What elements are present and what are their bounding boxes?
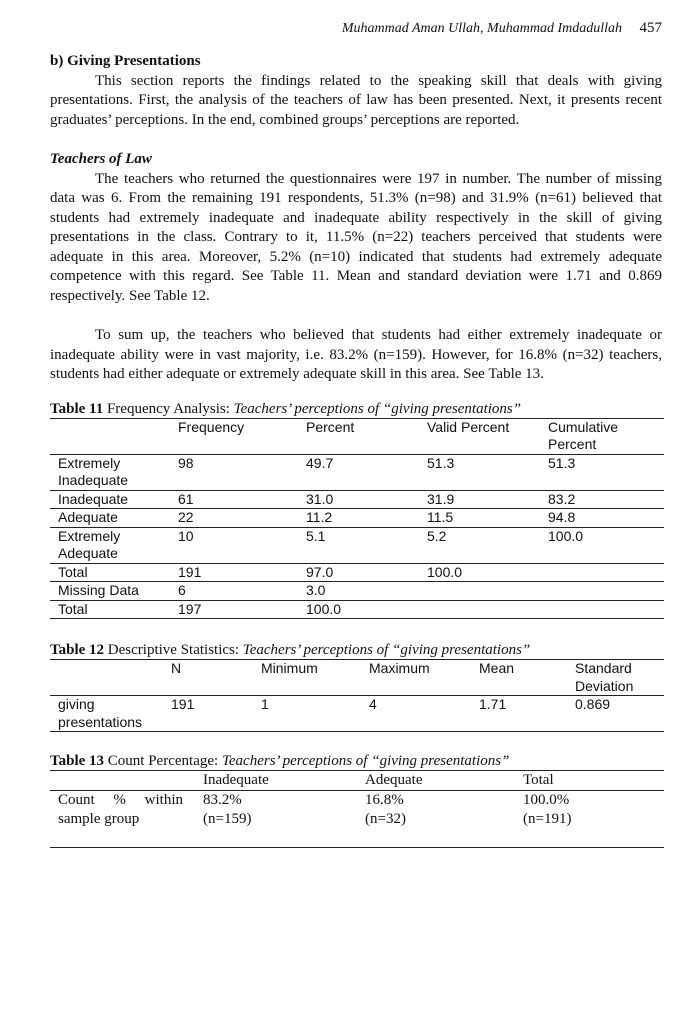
table-12-caption-text: Descriptive Statistics: <box>104 642 243 658</box>
table-12-header-cell: Maximum <box>369 660 430 676</box>
table-cell: Total <box>58 600 88 617</box>
table-13-header-cell: Adequate <box>365 772 423 788</box>
table-cell <box>357 791 515 848</box>
table-cell: 98 <box>178 454 194 471</box>
table-cell: Inadequate <box>58 490 129 507</box>
table-12-header-row <box>50 660 664 696</box>
table-11-header-cell <box>50 418 170 454</box>
table-cell: 31.0 <box>306 490 334 507</box>
table-11-header-row <box>50 418 664 454</box>
table-cell: Count % within sample group <box>58 792 183 827</box>
table-cell: 83.2 <box>548 490 576 507</box>
table-cell: 197 <box>178 600 202 617</box>
table-cell: 11.5 <box>427 509 454 525</box>
table-cell: 97.0 <box>306 563 334 580</box>
table-cell: Extremely Adequate <box>58 527 121 561</box>
table-cell <box>195 791 357 848</box>
table-13-caption-text: Count Percentage: <box>104 753 222 769</box>
table-cell: Missing Data <box>58 582 139 598</box>
table-row <box>50 582 664 601</box>
table-row <box>50 527 664 563</box>
table-13-header-cell: Total <box>523 772 554 788</box>
table-cell-count: (n=191) <box>523 811 572 827</box>
table-13-header-cell: Inadequate <box>203 772 269 788</box>
table-cell-count: (n=159) <box>203 811 252 827</box>
table-12-header-cell: Standard Deviation <box>575 660 634 694</box>
table-cell <box>540 600 664 619</box>
table-13-caption <box>50 752 662 770</box>
running-header-authors: Muhammad Aman Ullah, Muhammad Imdadullah <box>341 21 622 36</box>
table-cell: 11.2 <box>306 509 333 525</box>
table-cell: Total <box>58 563 88 580</box>
table-cell <box>515 791 664 848</box>
table-cell: 6 <box>178 582 186 598</box>
table-cell: 1.71 <box>479 696 507 712</box>
table-cell-value: 83.2% <box>203 792 242 808</box>
table-cell: Extremely Inadequate <box>58 454 129 488</box>
page-number: 457 <box>639 20 662 36</box>
table-cell-value: 16.8% <box>365 792 404 808</box>
table-cell <box>540 563 664 582</box>
table-cell: 191 <box>178 563 202 580</box>
table-cell: 51.3 <box>427 454 455 471</box>
table-cell: 5.1 <box>306 527 326 544</box>
table-cell <box>540 582 664 601</box>
table-cell: 49.7 <box>306 454 334 471</box>
table-cell <box>419 582 540 601</box>
table-cell: 51.3 <box>548 454 576 471</box>
table-11-caption-italic: Teachers’ perceptions of “giving presentations” <box>233 400 522 417</box>
table-row <box>50 490 664 509</box>
table-row <box>50 600 664 619</box>
table-row <box>50 454 664 490</box>
table-cell: 31.9 <box>427 490 455 507</box>
table-cell-count: (n=32) <box>365 811 406 827</box>
table-11-caption <box>50 400 662 418</box>
section-heading: b) Giving Presentations <box>50 53 201 69</box>
table-cell: 191 <box>171 696 195 712</box>
table-12 <box>50 659 664 732</box>
table-12-label: Table 12 <box>50 642 105 658</box>
table-cell: 61 <box>178 490 194 507</box>
table-cell-value: 100.0% <box>523 792 570 808</box>
table-cell: 10 <box>178 527 194 544</box>
table-cell: 100.0 <box>427 563 463 580</box>
table-cell <box>419 600 540 619</box>
table-11-header-cell: Percent <box>306 418 355 435</box>
table-11-header-cell: Frequency <box>178 418 245 435</box>
table-12-header-cell: N <box>171 660 182 676</box>
table-13-label: Table 13 <box>50 753 105 769</box>
table-12-header-cell: Mean <box>479 660 515 676</box>
table-row <box>50 696 664 732</box>
table-13-header-cell <box>50 771 195 791</box>
table-13-caption-italic: Teachers’ perceptions of “giving presentations” <box>221 753 510 769</box>
table-13 <box>50 770 664 848</box>
table-row <box>50 563 664 582</box>
table-11-header-cell: Cumulative Percent <box>548 418 619 452</box>
table-cell: 100.0 <box>306 600 342 617</box>
table-cell: 1 <box>261 696 269 712</box>
table-cell: 4 <box>369 696 377 712</box>
body-paragraph-1: The teachers who returned the questionnaires were 197 in number. The number of missing data was 6. From the remaining 191 respondents, 51.3% (n=98) and 31.9% (n=61) believed that students had extremely inadequate and inadequate ability respectively in the skill of giving presentations in the class. Contrary to it, 11.5% (n=22) teachers perceived that students were adequate in this area. Moreover, 5.2% (n=10) indicated that students had extremely adequate competence with this regard. See Table 11. Mean and standard deviation were 1.71 and 0.869 respectively. See Table 12. <box>50 170 662 304</box>
table-12-caption <box>50 641 662 659</box>
body-paragraph-2: To sum up, the teachers who believed that students had either extremely inadequate or inadequate ability were in vast majority, i.e. 83.2% (n=159). However, for 16.8% (n=32) teachers, students had either adequate or extremely adequate skill in this area. See Table 13. <box>50 327 662 382</box>
table-cell: 0.869 <box>575 696 611 712</box>
table-12-header-cell: Minimum <box>261 660 318 676</box>
table-cell: Adequate <box>58 509 118 525</box>
table-13-header-row <box>50 771 664 791</box>
running-header <box>342 20 662 37</box>
page-body <box>50 52 662 848</box>
table-cell: 22 <box>178 509 194 525</box>
table-cell: giving presentations <box>58 696 143 730</box>
table-cell: 94.8 <box>548 509 576 525</box>
table-cell: 5.2 <box>427 527 447 544</box>
table-11-caption-text: Frequency Analysis: <box>103 400 234 417</box>
table-row <box>50 791 664 848</box>
subsection-heading: Teachers of Law <box>50 151 152 167</box>
table-11 <box>50 418 664 620</box>
table-11-label: Table 11 <box>50 400 104 417</box>
table-row <box>50 509 664 528</box>
table-12-header-cell <box>50 660 163 696</box>
section-intro-paragraph: This section reports the findings related to the speaking skill that deals with giving presentations. First, the analysis of the teachers of law has been presented. Next, it presents recent graduates’ perceptions. In the end, combined groups’ perceptions are reported. <box>50 72 662 128</box>
table-11-header-cell: Valid Percent <box>427 418 510 435</box>
table-12-caption-italic: Teachers’ perceptions of “giving presentations” <box>242 642 531 658</box>
table-cell: 3.0 <box>306 582 326 598</box>
table-cell: 100.0 <box>548 527 584 544</box>
